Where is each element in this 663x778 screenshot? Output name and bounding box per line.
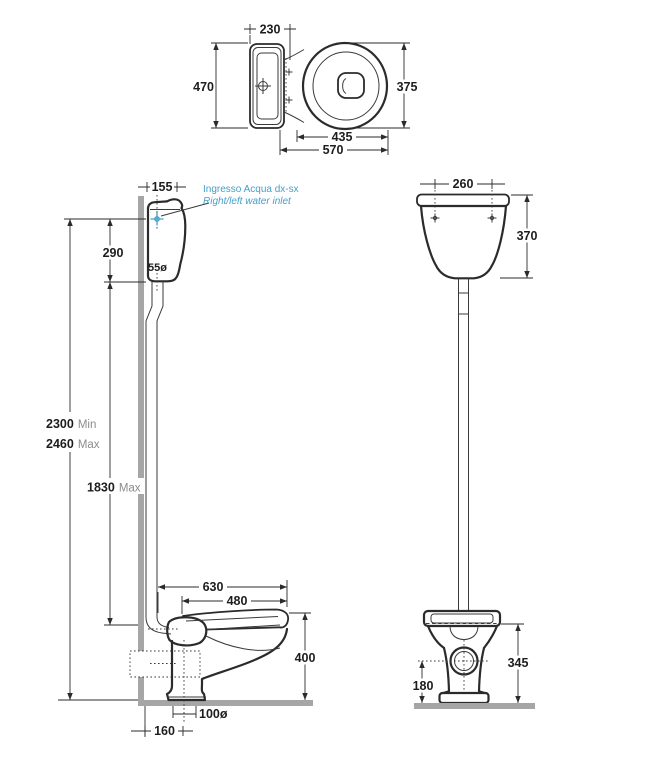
dim-375-label: 375: [396, 80, 418, 94]
floor-section-front: [414, 703, 535, 709]
dim-230-label: 230: [259, 22, 281, 37]
wall-section: [138, 196, 144, 700]
top-view: [186, 23, 422, 158]
floor-section: [138, 700, 313, 706]
fixing-hole-centerlines: [435, 190, 492, 213]
side-view: [43, 180, 320, 738]
flush-inlet-detail: [338, 73, 364, 98]
flush-pipe: [146, 282, 163, 618]
seat-thickness-line: [186, 617, 278, 622]
neck-bottom-line: [284, 112, 304, 123]
front-view: [409, 177, 542, 709]
pipe-dia-label: 55ø: [148, 262, 167, 274]
dim-2300-label: 2300 Min: [46, 417, 97, 431]
dim-180-label: 180: [412, 679, 434, 693]
dim-570-label: 570: [322, 143, 344, 157]
dim-2460-label: 2460 Max: [46, 437, 100, 451]
dim-470-label: 470: [193, 80, 214, 94]
fixing-hole-crosshair-icon: [488, 214, 497, 223]
dim-480-label: 480: [226, 594, 248, 608]
dim-370-label: 370: [516, 229, 538, 243]
dim-1830-label: 1830 Max: [87, 480, 141, 495]
seat-opening: [313, 52, 379, 120]
flush-inlet-arc: [343, 79, 346, 94]
dim-345-label: 345: [507, 656, 529, 670]
dim-100-label: 100ø: [199, 707, 228, 721]
dim-400-label: 400: [294, 651, 316, 665]
bowl-trap-curve: [206, 636, 280, 650]
plinth-front: [440, 693, 489, 703]
fixing-hole-crosshair-icon: [431, 214, 440, 223]
flush-pipe-front: [459, 279, 469, 612]
pipe-joints: [459, 293, 469, 314]
hinge-bolt-icon: [286, 69, 293, 76]
pan-shelf-inner: [431, 614, 493, 623]
neck-top-line: [284, 50, 304, 61]
inlet-note-it: Ingresso Acqua dx-sx: [203, 184, 299, 195]
dim-155-label: 155: [151, 180, 173, 194]
seat-outline: [303, 43, 387, 129]
hinge-bolt-icon: [286, 97, 293, 104]
cistern-lid-front: [417, 195, 509, 207]
dim-260-label: 260: [452, 177, 474, 191]
inlet-note-en: Right/left water inlet: [203, 196, 291, 207]
dim-290-label: 290: [102, 246, 124, 260]
pipe-boss-arc: [450, 626, 478, 640]
dim-160-label: 160: [154, 724, 175, 738]
concealed-trap-box: [130, 651, 200, 677]
dim-ticks-100: [173, 706, 196, 718]
bowl-front-sides: [428, 626, 497, 648]
dim-630-label: 630: [202, 580, 224, 594]
ext-lines-470: [211, 43, 248, 128]
dim-435-label: 435: [331, 130, 353, 144]
water-inlet-crosshair-icon: [151, 213, 164, 226]
